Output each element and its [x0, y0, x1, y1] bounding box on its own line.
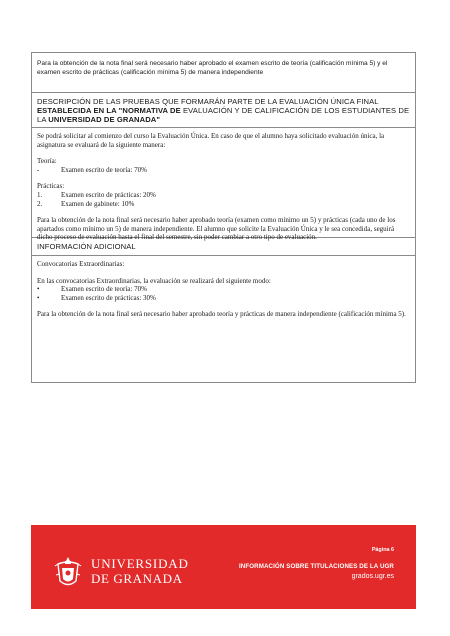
- list-text: Examen escrito de prácticas: 20%: [61, 190, 156, 199]
- list-item: [37, 200, 410, 209]
- evaluacion-unica-heading: [37, 97, 410, 124]
- info-body: [32, 256, 415, 322]
- list-marker: 2.: [37, 199, 43, 208]
- note-text: Para la obtención de la nota final será necesario haber aprobado el examen escrito de teoría (calificación mínima 5) y el examen escrito de prácticas (calificación mínima 5) de manera independiente: [37, 60, 388, 76]
- university-name-line1: UNIVERSIDAD: [91, 556, 189, 571]
- bullet-marker: •: [37, 285, 40, 294]
- list-text: Examen de gabinete: 10%: [61, 199, 135, 208]
- info-title: INFORMACIÓN SOBRE TITULACIONES DE LA UGR: [238, 563, 394, 570]
- evaluacion-unica-body: [32, 128, 415, 242]
- list-item: [37, 191, 410, 200]
- practicas-label: Prácticas:: [37, 182, 65, 191]
- heading-bold-b: UNIVERSIDAD DE GRANADA": [48, 115, 161, 124]
- heading-mid: EVALUACIÓN Y DE CALIFICACIÓN DE LOS ESTUDIANTES DE LA: [37, 106, 410, 124]
- info-heading: INFORMACIÓN ADICIONAL: [37, 242, 136, 251]
- conv-note: Para la obtención de la nota final será necesario haber aprobado teoría y prácticas de manera independiente (calificación mínima 5).: [37, 310, 406, 319]
- heading-bold-a: ESTABLECIDA EN LA "NORMATIVA DE: [37, 106, 181, 115]
- university-name-line2: DE GRANADA: [91, 571, 183, 586]
- list-item: [37, 166, 410, 175]
- website-link[interactable]: grados.ugr.es: [351, 573, 394, 580]
- content-table: [31, 52, 416, 383]
- list-marker: 1.: [37, 190, 43, 199]
- conv-intro: En las convocatorias Extraordinarias, la evaluación se realizará del siguiente modo:: [37, 276, 271, 285]
- heading-line1: DESCRIPCIÓN DE LAS PRUEBAS QUE FORMARÁN PARTE DE LA EVALUACIÓN ÚNICA FINAL: [37, 97, 379, 106]
- bullet-marker: •: [37, 293, 40, 302]
- note-row: [32, 53, 415, 93]
- list-item: [37, 285, 410, 294]
- list-text: Examen escrito de teoría: 70%: [61, 165, 147, 174]
- evaluacion-unica-heading-row: [32, 93, 415, 128]
- page-number: Página 6: [371, 547, 394, 553]
- list-item: [37, 294, 410, 303]
- teoria-label: Teoría:: [37, 157, 57, 166]
- footer-banner: [31, 525, 416, 609]
- list-text: Examen escrito de prácticas: 30%: [61, 293, 156, 302]
- list-text: Examen escrito de teoría: 70%: [61, 285, 147, 294]
- unica-final-note: Para la obtención de la nota final será necesario haber aprobado teoría (examen como mínimo un 5) y prácticas (cada uno de los apartados como mínimo un 5) de manera independiente. El alumno que solicite la Evaluación Única y le sea concedida, seguirá dicho proceso de evaluación hasta el final del semestre, sin poder cambiar a otro tipo de evaluación.: [37, 216, 396, 242]
- university-crest-icon: [53, 555, 83, 589]
- list-marker: -: [37, 165, 40, 174]
- conv-label: Convocatorias Extraordinarias:: [37, 260, 125, 268]
- unica-intro: Se podrá solicitar al comienzo del curso la Evaluación Única. En caso de que el alumno haya solicitado evaluación única, la asignatura se evaluará de la siguiente manera:: [37, 132, 385, 149]
